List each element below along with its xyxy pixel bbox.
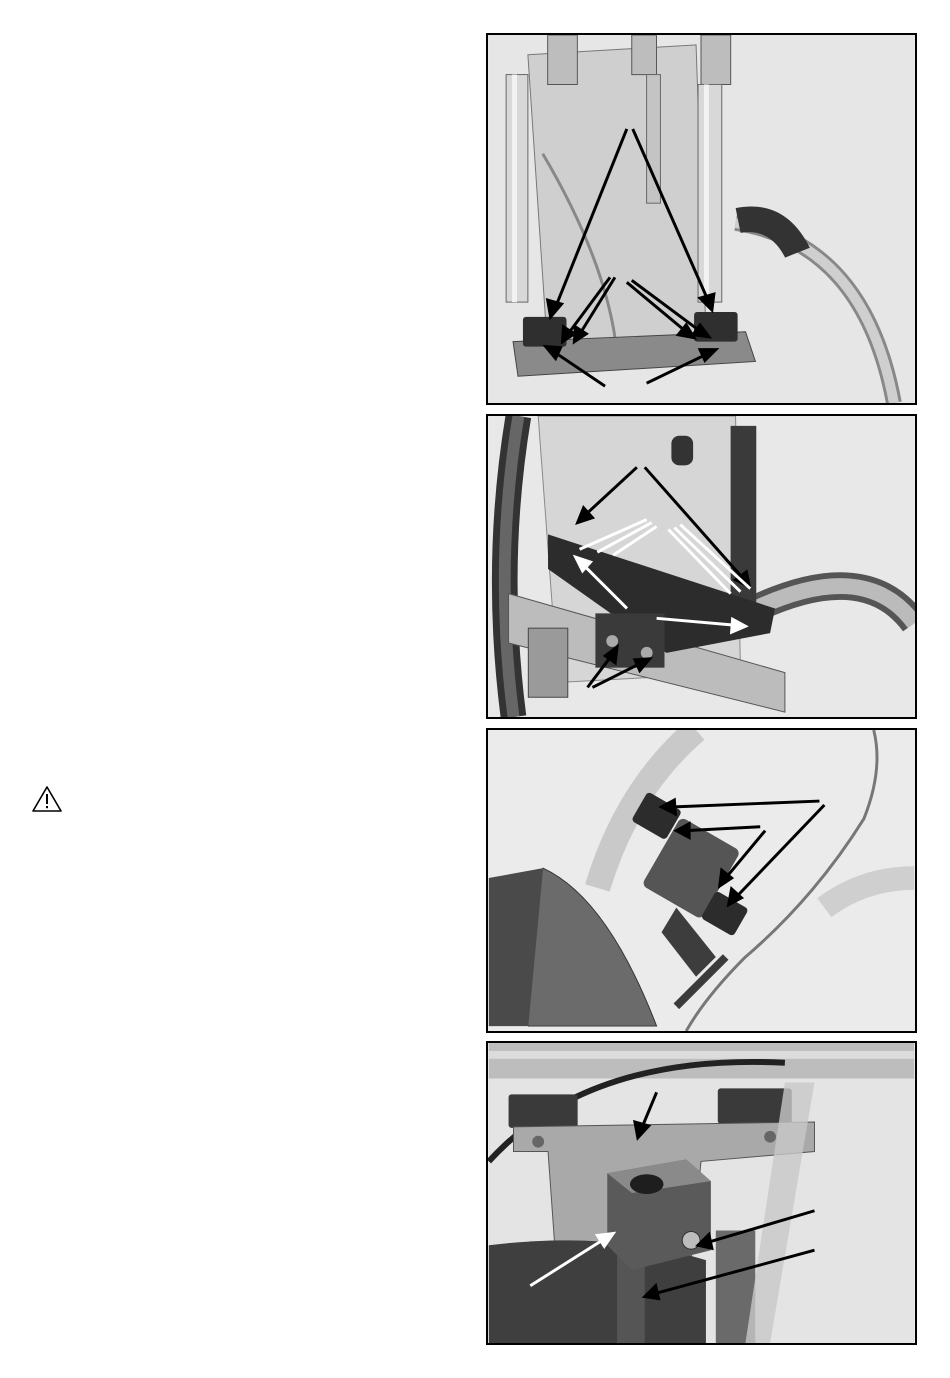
figure-2-drawing — [488, 416, 915, 717]
figure-1-drawing — [488, 35, 915, 403]
figure-3-drawing — [488, 730, 915, 1031]
warning-triangle-icon — [31, 785, 63, 813]
figure-2-bracket-illustration — [486, 414, 917, 719]
figure-4-drawing — [488, 1043, 915, 1343]
figure-3-handle-clamp-illustration — [486, 728, 917, 1033]
figure-4-mounting-block-illustration — [486, 1041, 917, 1345]
figure-1-back-mount-illustration — [486, 33, 917, 405]
